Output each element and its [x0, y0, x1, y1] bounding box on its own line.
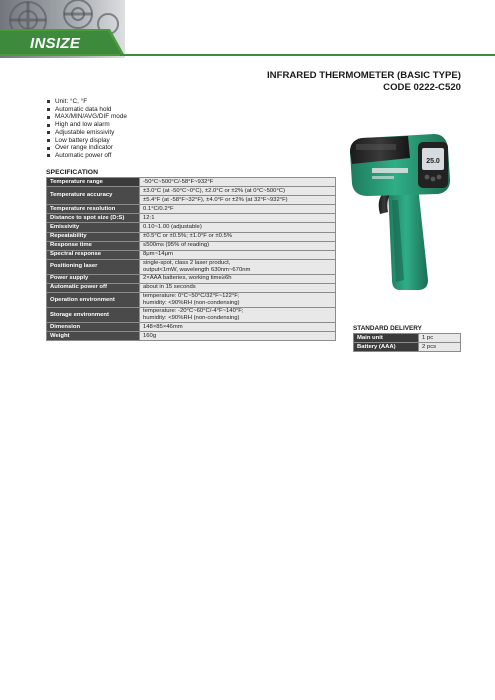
- table-row: [47, 274, 336, 283]
- feature-item: Over range indicator: [46, 144, 127, 152]
- spec-value: about in 15 seconds: [140, 283, 336, 292]
- standard-delivery-heading: STANDARD DELIVERY: [353, 325, 422, 332]
- table-row: [47, 223, 336, 232]
- feature-list: [46, 98, 127, 160]
- spec-value-line: temperature: 0°C~50°C/32°F~122°F;: [143, 293, 240, 300]
- spec-label: Weight: [47, 332, 140, 341]
- spec-value: ±3.0°C (at -50°C~0°C), ±2.0°C or ±2% (at 0°C~500°C): [140, 187, 336, 196]
- spec-label: Temperature accuracy: [47, 187, 140, 205]
- table-row: [47, 308, 336, 323]
- table-row: [47, 323, 336, 332]
- spec-value: ±5.4°F (at -58°F~32°F), ±4.0°F or ±2% (at 32°F~932°F): [140, 196, 336, 205]
- product-code: CODE 0222-C520: [383, 81, 461, 93]
- spec-label: Automatic power off: [47, 283, 140, 292]
- product-title: [267, 70, 461, 93]
- table-row: [47, 259, 336, 274]
- spec-value-line: humidity: <90%RH (non-condensing): [143, 300, 240, 307]
- feature-item: High and low alarm: [46, 121, 127, 129]
- spec-value: [140, 308, 336, 323]
- spec-value: 0.10~1.00 (adjustable): [140, 223, 336, 232]
- feature-item: Automatic power off: [46, 152, 127, 160]
- delivery-item-qty: 2 pcs: [419, 343, 461, 352]
- spec-label: Spectral response: [47, 250, 140, 259]
- spec-value: 2×AAA batteries, working time≥6h: [140, 274, 336, 283]
- table-row: [47, 293, 336, 308]
- spec-label: Storage environment: [47, 308, 140, 323]
- table-row: [47, 214, 336, 223]
- spec-label: Positioning laser: [47, 259, 140, 274]
- spec-value: 8μm~14μm: [140, 250, 336, 259]
- spec-value: [140, 259, 336, 274]
- table-row: [47, 250, 336, 259]
- table-row: [47, 283, 336, 292]
- specification-table: [46, 177, 336, 341]
- spec-value: 12:1: [140, 214, 336, 223]
- spec-label: Power supply: [47, 274, 140, 283]
- spec-value-line: temperature: -20°C~60°C/-4°F~140°F;: [143, 308, 244, 315]
- delivery-item-label: Main unit: [354, 334, 419, 343]
- spec-value-line: single-spot, class 2 laser product,: [143, 259, 231, 266]
- brand-logo: INSIZE: [30, 35, 81, 52]
- title-line-1: INFRARED THERMOMETER (BASIC TYPE): [266, 70, 461, 81]
- spec-value-line: output<1mW, wavelength 630nm~670nm: [143, 266, 251, 273]
- spec-value: 148×85×46mm: [140, 323, 336, 332]
- spec-value: 0.1°C/0.2°F: [140, 205, 336, 214]
- spec-value: 160g: [140, 332, 336, 341]
- spec-label: Dimension: [47, 323, 140, 332]
- spec-value-line: humidity: <90%RH (non-condensing): [143, 315, 240, 322]
- infrared-thermometer-image: [348, 130, 456, 295]
- spec-value: [140, 293, 336, 308]
- table-row: [354, 334, 461, 343]
- spec-label: Response time: [47, 241, 140, 250]
- feature-item: Adjustable emissivity: [46, 129, 127, 137]
- spec-value: ≤500ms (95% of reading): [140, 241, 336, 250]
- delivery-item-qty: 1 pc: [419, 334, 461, 343]
- table-row: [47, 178, 336, 187]
- spec-value: -50°C~500°C/-58°F~932°F: [140, 178, 336, 187]
- spec-label: Repeatability: [47, 232, 140, 241]
- feature-item: Unit: °C, °F: [46, 98, 127, 106]
- header-rule: [120, 54, 495, 56]
- table-row: [354, 343, 461, 352]
- spec-label: Temperature resolution: [47, 205, 140, 214]
- spec-label: Emissivity: [47, 223, 140, 232]
- standard-delivery-table: [353, 333, 461, 352]
- feature-item: MAX/MIN/AVG/DIF mode: [46, 113, 127, 121]
- display-reading: 25.0: [426, 158, 440, 165]
- table-row: [47, 232, 336, 241]
- table-row: [47, 187, 336, 196]
- spec-value: ±0.5°C or ±0.5%; ±1.0°F or ±0.5%: [140, 232, 336, 241]
- feature-item: Automatic data hold: [46, 106, 127, 114]
- table-row: [47, 332, 336, 341]
- spec-label: Distance to spot size (D:S): [47, 214, 140, 223]
- table-row: [47, 241, 336, 250]
- table-row: [47, 205, 336, 214]
- feature-item: Low battery display: [46, 137, 127, 145]
- spec-label: Operation environment: [47, 293, 140, 308]
- delivery-item-label: Battery (AAA): [354, 343, 419, 352]
- specification-heading: SPECIFICATION: [46, 169, 98, 176]
- spec-label: Temperature range: [47, 178, 140, 187]
